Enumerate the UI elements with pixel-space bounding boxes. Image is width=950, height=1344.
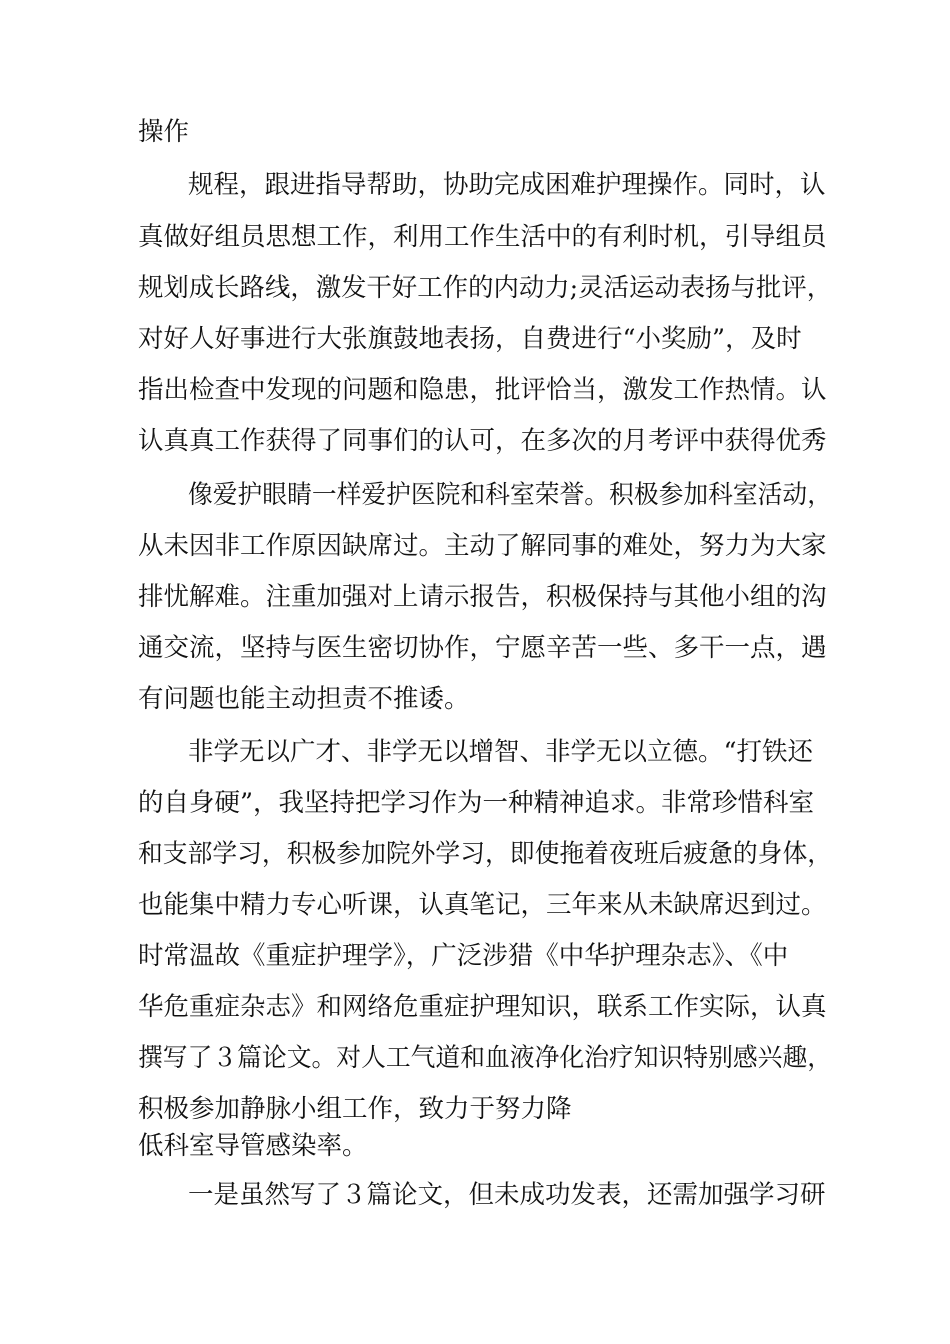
text-line: 华危重症杂志》和网络危重症护理知识，联系工作实际，认真 [138,992,827,1022]
text-line: 积极参加静脉小组工作，致力于努力降 [138,1094,572,1124]
text-line: 规划成长路线，激发干好工作的内动力;灵活运动表扬与批评， [138,273,833,303]
text-line: 排忧解难。注重加强对上请示报告，积极保持与其他小组的沟 [138,582,827,612]
text-line: 操作 [138,117,190,147]
text-line: 时常温故《重症护理学》，广泛涉猎《中华护理杂志》、《中 [138,941,789,971]
text-line: 通交流，坚持与医生密切协作，宁愿辛苦一些、多干一点，遇 [138,633,827,663]
paragraph-start-line: 规程，跟进指导帮助，协助完成困难护理操作。同时，认 [188,170,826,200]
text-line: 真做好组员思想工作，利用工作生活中的有利时机，引导组员 [138,222,827,252]
text-line: 和支部学习，积极参加院外学习，即使拖着夜班后疲惫的身体， [138,839,833,869]
paragraph-start-line: 像爱护眼睛一样爱护医院和科室荣誉。积极参加科室活动， [188,480,832,510]
text-line: 的自身硬”，我坚持把学习作为一种精神追求。非常珍惜科室 [138,788,815,818]
text-line: 低科室导管感染率。 [138,1131,368,1161]
text-line: 指出检查中发现的问题和隐患，批评恰当，激发工作热情。认 [138,375,827,405]
text-line: 也能集中精力专心听课，认真笔记，三年来从未缺席迟到过。 [138,890,827,920]
text-line: 对好人好事进行大张旗鼓地表扬，自费进行“小奖励”，及时 [138,324,802,354]
paragraph-start-line: 一是虽然写了３篇论文，但未成功发表，还需加强学习研 [188,1180,826,1210]
text-line: 认真真工作获得了同事们的认可，在多次的月考评中获得优秀 [138,426,827,456]
paragraph-start-line: 非学无以广才、非学无以增智、非学无以立德。“打铁还 [188,737,814,767]
text-line: 从未因非工作原因缺席过。主动了解同事的难处，努力为大家 [138,531,827,561]
text-line: 撰写了３篇论文。对人工气道和血液净化治疗知识特别感兴趣， [138,1043,833,1073]
text-line: 有问题也能主动担责不推诿。 [138,684,470,714]
